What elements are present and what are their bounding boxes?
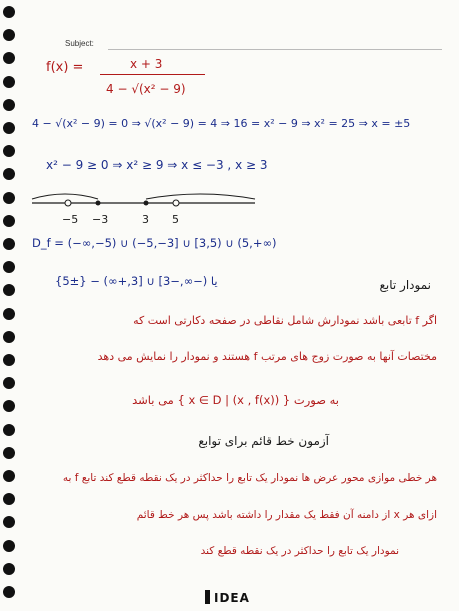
spiral-hole	[3, 145, 15, 157]
point-neg3	[96, 201, 101, 206]
spiral-hole	[3, 586, 15, 598]
spiral-hole	[3, 76, 15, 88]
spiral-holes	[3, 6, 17, 606]
point-3	[144, 201, 149, 206]
spiral-hole	[3, 261, 15, 273]
spiral-hole	[3, 516, 15, 528]
paragraph2-line1: هر خطی موازی محور عرض ها نمودار یک تابع را حداکثر در یک نقطه قطع کند تابع f به	[62, 472, 437, 484]
tick-label-neg5: −5	[62, 213, 79, 226]
fraction-denominator: 4 − √(x² − 9)	[106, 82, 186, 96]
spiral-hole	[3, 52, 15, 64]
spiral-hole	[3, 99, 15, 111]
spiral-hole	[3, 540, 15, 552]
spiral-hole	[3, 215, 15, 227]
spiral-hole	[3, 168, 15, 180]
fraction-bar	[100, 74, 205, 75]
paragraph1-line3: به صورت { (x , f(x)) | x ∈ D } می باشد	[132, 393, 339, 407]
spiral-hole	[3, 447, 15, 459]
paragraph1-line1: اگر f تابعی باشد نمودارش شامل نقاطی در صفحه دکارتی است که	[133, 314, 437, 327]
subject-label: Subject:	[65, 39, 94, 48]
paragraph2-line2: ازای هر x از دامنه آن فقط یک مقدار را داشته باشد پس هر خط قائم	[136, 509, 437, 521]
heading-vertical-line-test: آزمون خط قائم برای توابع	[198, 434, 329, 448]
fraction-numerator: x + 3	[130, 57, 163, 71]
spiral-hole	[3, 238, 15, 250]
function-name: f(x) =	[46, 60, 84, 75]
spiral-hole	[3, 331, 15, 343]
spiral-hole	[3, 400, 15, 412]
tick-label-3: 3	[142, 213, 149, 226]
spiral-hole	[3, 354, 15, 366]
spiral-hole	[3, 192, 15, 204]
number-line	[30, 185, 260, 230]
spiral-hole	[3, 493, 15, 505]
spiral-hole	[3, 470, 15, 482]
domain-line: D_f = (−∞,−5) ∪ (−5,−3] ∪ [3,5) ∪ (5,+∞)	[32, 236, 277, 250]
interval-arc-left	[32, 194, 98, 199]
brand-logo: IDEA	[214, 591, 250, 605]
spiral-hole	[3, 308, 15, 320]
spiral-hole	[3, 6, 15, 18]
spiral-hole	[3, 563, 15, 575]
spiral-hole	[3, 377, 15, 389]
paragraph1-line2: مختصات آنها به صورت زوج های مرتب f هستند و نمودار را نمایش می دهد	[97, 350, 437, 363]
tick-label-5: 5	[172, 213, 179, 226]
spiral-hole	[3, 29, 15, 41]
point-5	[173, 200, 179, 206]
point-neg5	[65, 200, 71, 206]
paragraph2-line3: نمودار یک تابع را حداکثر در یک نقطه قطع کند	[200, 545, 399, 557]
subject-line	[108, 49, 442, 50]
spiral-hole	[3, 424, 15, 436]
spiral-hole	[3, 122, 15, 134]
brand-mark-icon	[205, 590, 210, 604]
inequality-line-3: x² − 9 ≥ 0 ⇒ x² ≥ 9 ⇒ x ≤ −3 , x ≥ 3	[46, 158, 268, 172]
domain-alternative: یا (−∞,−3] ∪ [3,+∞) − {±5}	[55, 274, 218, 288]
tick-label-neg3: −3	[92, 213, 109, 226]
equation-line-2: 4 − √(x² − 9) = 0 ⇒ √(x² − 9) = 4 ⇒ 16 = x² − 9 ⇒ x² = 25 ⇒ x = ±5	[32, 117, 411, 130]
spiral-hole	[3, 284, 15, 296]
heading-function-graph: نمودار تابع	[379, 278, 431, 292]
interval-arc-right	[146, 194, 255, 199]
